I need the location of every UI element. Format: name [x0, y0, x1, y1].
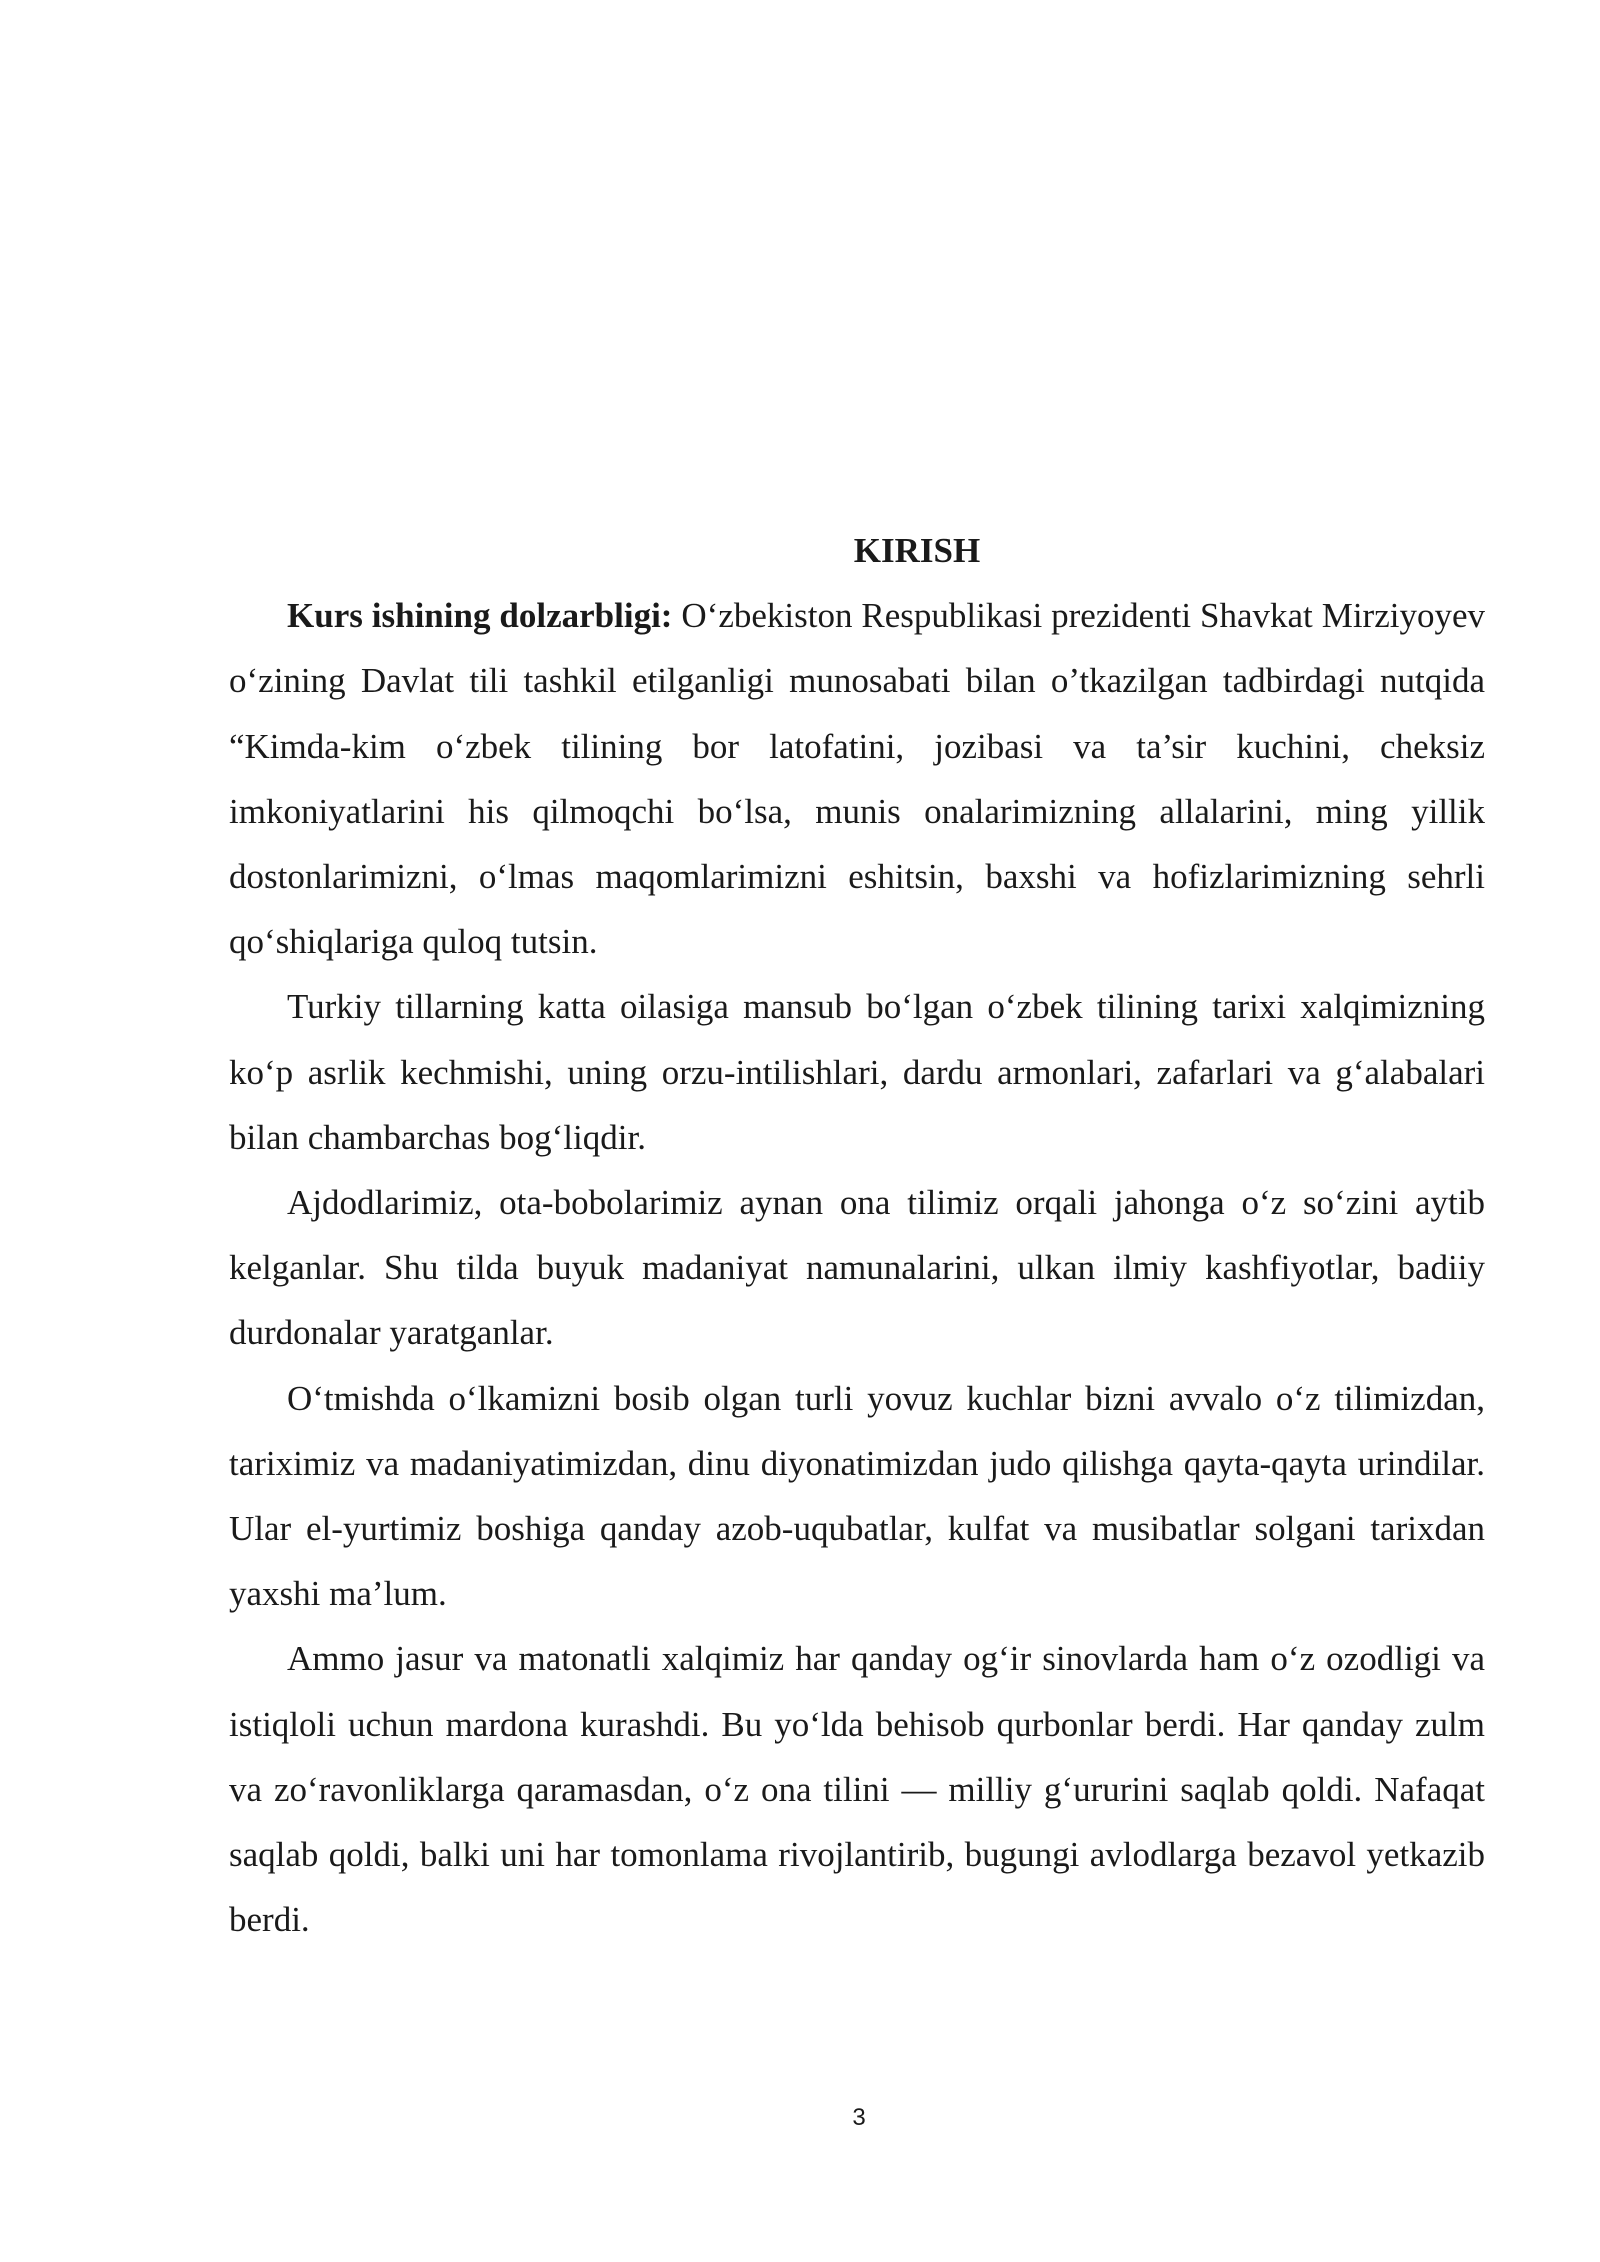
- paragraph: Ajdodlarimiz, ota-bobolarimiz aynan ona tilimiz orqali jahonga o‘z so‘zini aytib kelganlar. Shu tilda buyuk madaniyat namunalarini, ulkan ilmiy kashfiyotlar, badiiy durdonalar yaratganlar.: [229, 1183, 1485, 1353]
- paragraph-text: O‘zbekiston Respublikasi prezidenti Shavkat Mirziyoyev o‘zining Davlat tili tashkil etilganligi munosabati bilan o’tkazilgan tadbirdagi nutqida “Kimda-kim o‘zbek tilining bor latofatini, jozibasi va ta’sir kuchini, cheksiz imkoniyatlarini his qilmoqchi bo‘lsa, munis onalarimizning allalarini, ming yillik dostonlarimizni, o‘lmas maqomlarimizni eshitsin, baxshi va hofizlarimizning sehrli qo‘shiqlariga quloq tutsin.: [229, 596, 1485, 962]
- section-heading: KIRISH: [853, 531, 981, 570]
- paragraph-lead: Kurs ishining dolzarbligi:: [287, 596, 673, 636]
- paragraph: O‘tmishda o‘lkamizni bosib olgan turli yovuz kuchlar bizni avvalo o‘z tilimizdan, tariximiz va madaniyatimizdan, dinu diyonatimizdan judo qilishga qayta-qayta urindilar. Ular el-yurtimiz boshiga qanday azob-uqubatlar, kulfat va musibatlar solgani tarixdan yaxshi ma’lum.: [229, 1378, 1485, 1614]
- paragraph: Ammo jasur va matonatli xalqimiz har qanday og‘ir sinovlarda ham o‘z ozodligi va istiqloli uchun mardona kurashdi. Bu yo‘lda behisob qurbonlar berdi. Har qanday zulm va zo‘ravonliklarga qaramasdan, o‘z ona tilini — milliy g‘ururini saqlab qoldi. Nafaqat saqlab qoldi, balki uni har tomonlama rivojlantirib, bugungi avlodlarga bezavol yetkazib berdi.: [229, 1639, 1485, 1940]
- page-content: [229, 518, 1485, 1952]
- paragraph-relevance: [229, 583, 1485, 974]
- page-number: 3: [852, 2104, 866, 2131]
- paragraph: Turkiy tillarning katta oilasiga mansub bo‘lgan o‘zbek tilining tarixi xalqimizning ko‘p asrlik kechmishi, uning orzu-intilishlari, dardu armonlari, zafarlari va g‘alabalari bilan chambarchas bog‘liqdir.: [229, 987, 1485, 1157]
